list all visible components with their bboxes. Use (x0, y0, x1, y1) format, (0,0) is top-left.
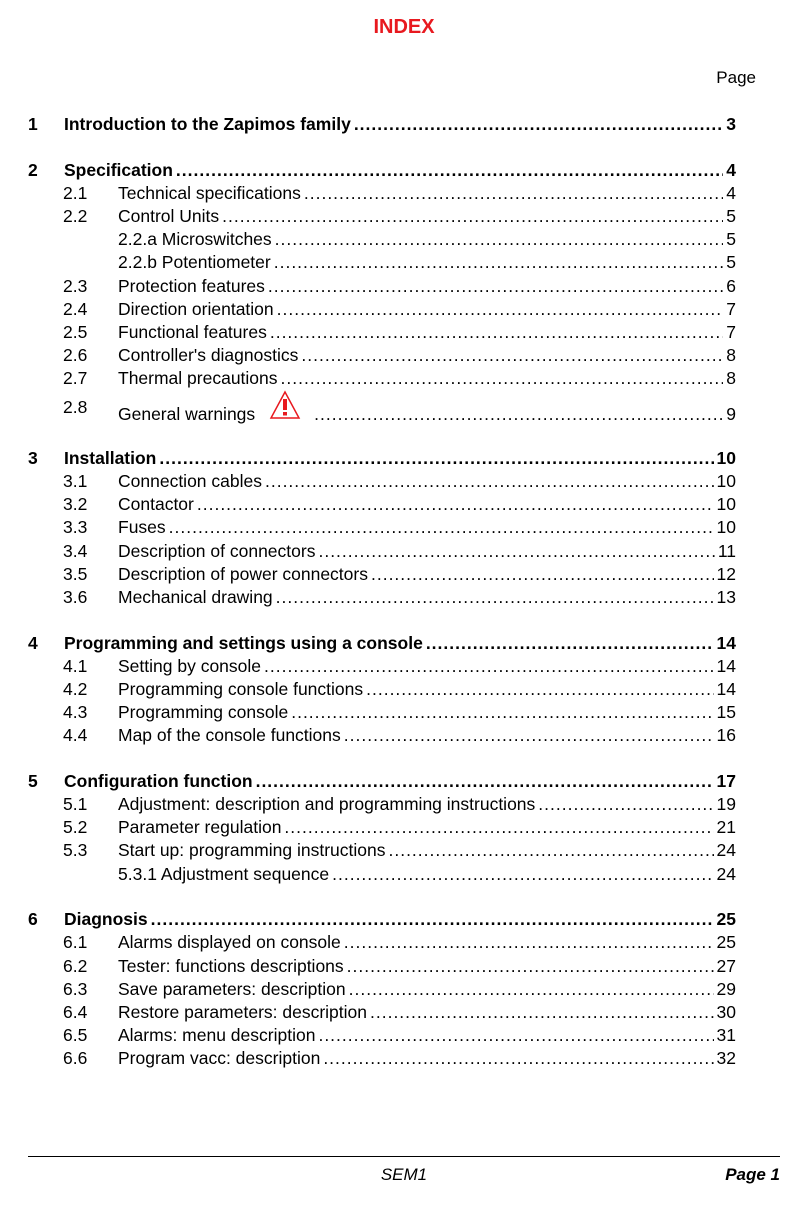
toc-entry-number: 2 (28, 159, 38, 180)
toc-entry-number: 3.1 (63, 471, 88, 492)
toc-entry-page: 4 (726, 182, 736, 203)
toc-entry-page: 6 (726, 275, 736, 296)
toc-entry-number: 2.1 (63, 182, 88, 203)
toc-entry-page: 24 (716, 840, 736, 861)
toc-leader-dots (314, 397, 723, 431)
toc-entry-page: 17 (716, 770, 736, 791)
toc-entry (28, 367, 736, 390)
toc-entry-title: Restore parameters: description (118, 1001, 367, 1022)
toc-entry (28, 655, 736, 678)
toc-entry-page: 10 (716, 517, 736, 538)
toc-entry-number: 5 (28, 770, 38, 791)
toc-entry-number: 2.5 (63, 321, 88, 342)
footer-divider (28, 1156, 780, 1157)
toc-entry-number: 3.5 (63, 563, 88, 584)
toc-entry-title: Diagnosis (64, 909, 148, 930)
toc-entry (28, 540, 736, 563)
toc-leader-dots (349, 978, 714, 1001)
toc-entry-title: 2.2.b Potentiometer (118, 252, 271, 273)
toc-entry-title: Introduction to the Zapimos family (64, 114, 351, 134)
toc-leader-dots (304, 182, 723, 205)
toc-entry-page: 24 (716, 863, 736, 884)
toc-entry (28, 701, 736, 724)
toc-entry-number: 2.2 (63, 205, 88, 226)
toc-entry-number: 2.6 (63, 345, 88, 366)
toc-entry (28, 1024, 736, 1047)
toc-entry-page: 7 (726, 298, 736, 319)
toc-entry (28, 228, 736, 251)
toc-entry-title: Specification (64, 159, 173, 180)
toc-entry-number: 2.8 (63, 397, 88, 418)
toc-leader-dots (265, 470, 714, 493)
toc-entry-number: 6.2 (63, 955, 88, 976)
toc-entry-number: 2.3 (63, 275, 88, 296)
toc-entry-page: 4 (726, 159, 736, 180)
toc-entry (28, 493, 736, 516)
toc-entry-title: Tester: functions descriptions (118, 955, 344, 976)
toc-entry-number: 2.4 (63, 298, 88, 319)
toc-leader-dots (197, 493, 714, 516)
toc-entry-page: 16 (716, 725, 736, 746)
toc-entry-page: 8 (726, 345, 736, 366)
toc-entry (28, 275, 736, 298)
toc-leader-dots (318, 540, 714, 563)
toc-entry-title: Alarms: menu description (118, 1025, 316, 1046)
toc-entry (28, 816, 736, 839)
toc-entry-number: 6.1 (63, 932, 88, 953)
toc-entry (28, 978, 736, 1001)
toc-entry (28, 955, 736, 978)
toc-entry (28, 344, 736, 367)
toc-entry-title: Configuration function (64, 770, 253, 791)
toc-entry (28, 321, 736, 344)
toc-leader-dots (354, 113, 723, 136)
page-title: INDEX (373, 16, 435, 38)
toc-entry-number: 3.6 (63, 586, 88, 607)
toc-entry-page: 25 (716, 932, 736, 953)
toc-entry-number: 6.4 (63, 1001, 88, 1022)
toc-chapter-entry (28, 632, 736, 655)
toc-chapter-entry (28, 770, 736, 793)
toc-leader-dots (281, 367, 724, 390)
toc-entry-title: Connection cables (118, 471, 262, 492)
toc-entry-title: Program vacc: description (118, 1048, 321, 1069)
toc-entry-number: 5.2 (63, 817, 88, 838)
toc-entry (28, 793, 736, 816)
toc-entry-page: 5 (726, 252, 736, 273)
toc-leader-dots (222, 205, 723, 228)
toc-entry (28, 182, 736, 205)
toc-entry-page: 3 (726, 114, 736, 134)
toc-entry-page: 9 (726, 404, 736, 425)
toc-entry (28, 205, 736, 228)
toc-leader-dots (332, 863, 713, 886)
toc-leader-dots (370, 1001, 714, 1024)
toc-leader-dots (151, 908, 714, 931)
toc-entry-number: 2.7 (63, 368, 88, 389)
toc-leader-dots (347, 955, 714, 978)
toc-leader-dots (274, 251, 724, 274)
toc-entry-title: Direction orientation (118, 298, 274, 319)
toc-entry (28, 470, 736, 493)
toc-leader-dots (276, 586, 714, 609)
toc-entry (28, 863, 736, 886)
warning-triangle-icon (269, 390, 301, 431)
toc-entry-number: 3 (28, 447, 38, 468)
toc-entry-title: Save parameters: description (118, 978, 346, 999)
toc-entry-title: General warnings (118, 404, 256, 425)
toc-entry-title: Fuses (118, 517, 166, 538)
toc-leader-dots (323, 1047, 713, 1070)
toc-entry-page: 12 (716, 563, 736, 584)
toc-entry-title: Controller's diagnostics (118, 345, 299, 366)
toc-entry-title: Description of connectors (118, 540, 316, 561)
toc-chapter-entry (28, 447, 736, 470)
toc-entry-title: Functional features (118, 321, 267, 342)
toc-leader-dots (371, 563, 714, 586)
toc-leader-dots (268, 275, 723, 298)
toc-entry-page: 31 (716, 1025, 736, 1046)
toc-chapter-entry (28, 113, 736, 136)
toc-entry-page: 32 (716, 1048, 736, 1069)
toc-entry-page: 27 (716, 955, 736, 976)
toc-entry-page: 14 (716, 655, 736, 676)
toc-entry (28, 1001, 736, 1024)
toc-leader-dots (284, 816, 713, 839)
toc-entry-page: 14 (716, 632, 736, 653)
toc-entry-page: 5 (726, 229, 736, 250)
toc-entry-number: 3.4 (63, 540, 88, 561)
toc-leader-dots (301, 344, 723, 367)
toc-entry-page: 10 (716, 471, 736, 492)
toc-entry-title: Programming console (118, 702, 289, 723)
toc-leader-dots (366, 678, 713, 701)
toc-entry-number: 6.5 (63, 1025, 88, 1046)
toc-entry-page: 25 (716, 909, 736, 930)
toc-entry-title: Parameter regulation (118, 817, 282, 838)
toc-entry (28, 931, 736, 954)
toc-entry (28, 390, 736, 424)
toc-entry-page: 30 (716, 1001, 736, 1022)
toc-entry-number: 6.3 (63, 978, 88, 999)
toc-entry-title: Description of power connectors (118, 563, 368, 584)
toc-chapter-entry (28, 159, 736, 182)
toc-entry (28, 586, 736, 609)
toc-entry-title: Programming and settings using a console (64, 632, 423, 653)
toc-leader-dots (159, 447, 713, 470)
toc-entry-title: Alarms displayed on console (118, 932, 341, 953)
toc-entry-number: 4.2 (63, 678, 88, 699)
toc-entry-title: Contactor (118, 494, 194, 515)
toc-leader-dots (291, 701, 713, 724)
toc-entry-title: Map of the console functions (118, 725, 341, 746)
toc-entry-number: 3.2 (63, 494, 88, 515)
toc-entry-page: 8 (726, 368, 736, 389)
toc-entry-title: Control Units (118, 205, 220, 226)
toc-entry-title: Start up: programming instructions (118, 840, 386, 861)
toc-entry (28, 251, 736, 274)
toc-entry-title: Setting by console (118, 655, 262, 676)
toc-entry-title: Mechanical drawing (118, 586, 273, 607)
toc-entry (28, 678, 736, 701)
toc-entry-page: 10 (716, 447, 736, 468)
toc-entry-title: Adjustment: description and programming instructions (118, 794, 536, 815)
toc-entry (28, 839, 736, 862)
toc-entry-page: 7 (726, 321, 736, 342)
toc-leader-dots (256, 770, 714, 793)
toc-entry-title: Technical specifications (118, 182, 301, 203)
toc-entry-page: 21 (716, 817, 736, 838)
toc-leader-dots (426, 632, 714, 655)
toc-entry-number: 6 (28, 909, 38, 930)
toc-entry-page: 15 (716, 702, 736, 723)
toc-leader-dots (277, 298, 724, 321)
toc-leader-dots (176, 159, 723, 182)
toc-entry (28, 516, 736, 539)
toc-leader-dots (344, 931, 714, 954)
toc-entry-number: 4.3 (63, 702, 88, 723)
toc-entry-title: Thermal precautions (118, 368, 278, 389)
toc-entry-title: Programming console functions (118, 678, 364, 699)
page-column-label: Page (716, 68, 756, 87)
toc-entry (28, 724, 736, 747)
toc-entry-number: 6.6 (63, 1048, 88, 1069)
toc-entry-page: 5 (726, 205, 736, 226)
toc-entry (28, 298, 736, 321)
toc-entry-title: 5.3.1 Adjustment sequence (118, 863, 330, 884)
toc-chapter-entry (28, 908, 736, 931)
toc-entry-number: 5.3 (63, 840, 88, 861)
toc-leader-dots (270, 321, 723, 344)
toc-leader-dots (275, 228, 724, 251)
toc-entry-number: 1 (28, 114, 38, 134)
toc-entry-page: 13 (716, 586, 736, 607)
toc-entry-title: Installation (64, 447, 157, 468)
toc-leader-dots (264, 655, 714, 678)
toc-entry-page: 14 (716, 678, 736, 699)
toc-entry-title: Protection features (118, 275, 265, 296)
toc-leader-dots (169, 516, 714, 539)
toc-leader-dots (318, 1024, 713, 1047)
footer-page-number: Page 1 (725, 1165, 780, 1184)
toc-entry-title: 2.2.a Microswitches (118, 229, 272, 250)
toc-leader-dots (388, 839, 713, 862)
toc-entry-number: 4.1 (63, 655, 88, 676)
toc-entry (28, 1047, 736, 1070)
toc-entry-number: 5.1 (63, 794, 88, 815)
toc-entry-number: 4 (28, 632, 38, 653)
toc-entry-page: 11 (717, 540, 736, 561)
toc-entry-number: 3.3 (63, 517, 88, 538)
toc-entry-number: 4.4 (63, 725, 88, 746)
footer-document-name: SEM1 (380, 1165, 428, 1184)
toc-leader-dots (344, 724, 714, 747)
table-of-contents (28, 113, 736, 1071)
toc-entry-page: 10 (716, 494, 736, 515)
toc-entry-page: 29 (716, 978, 736, 999)
toc-entry (28, 563, 736, 586)
toc-leader-dots (538, 793, 713, 816)
toc-entry-page: 19 (716, 794, 736, 815)
